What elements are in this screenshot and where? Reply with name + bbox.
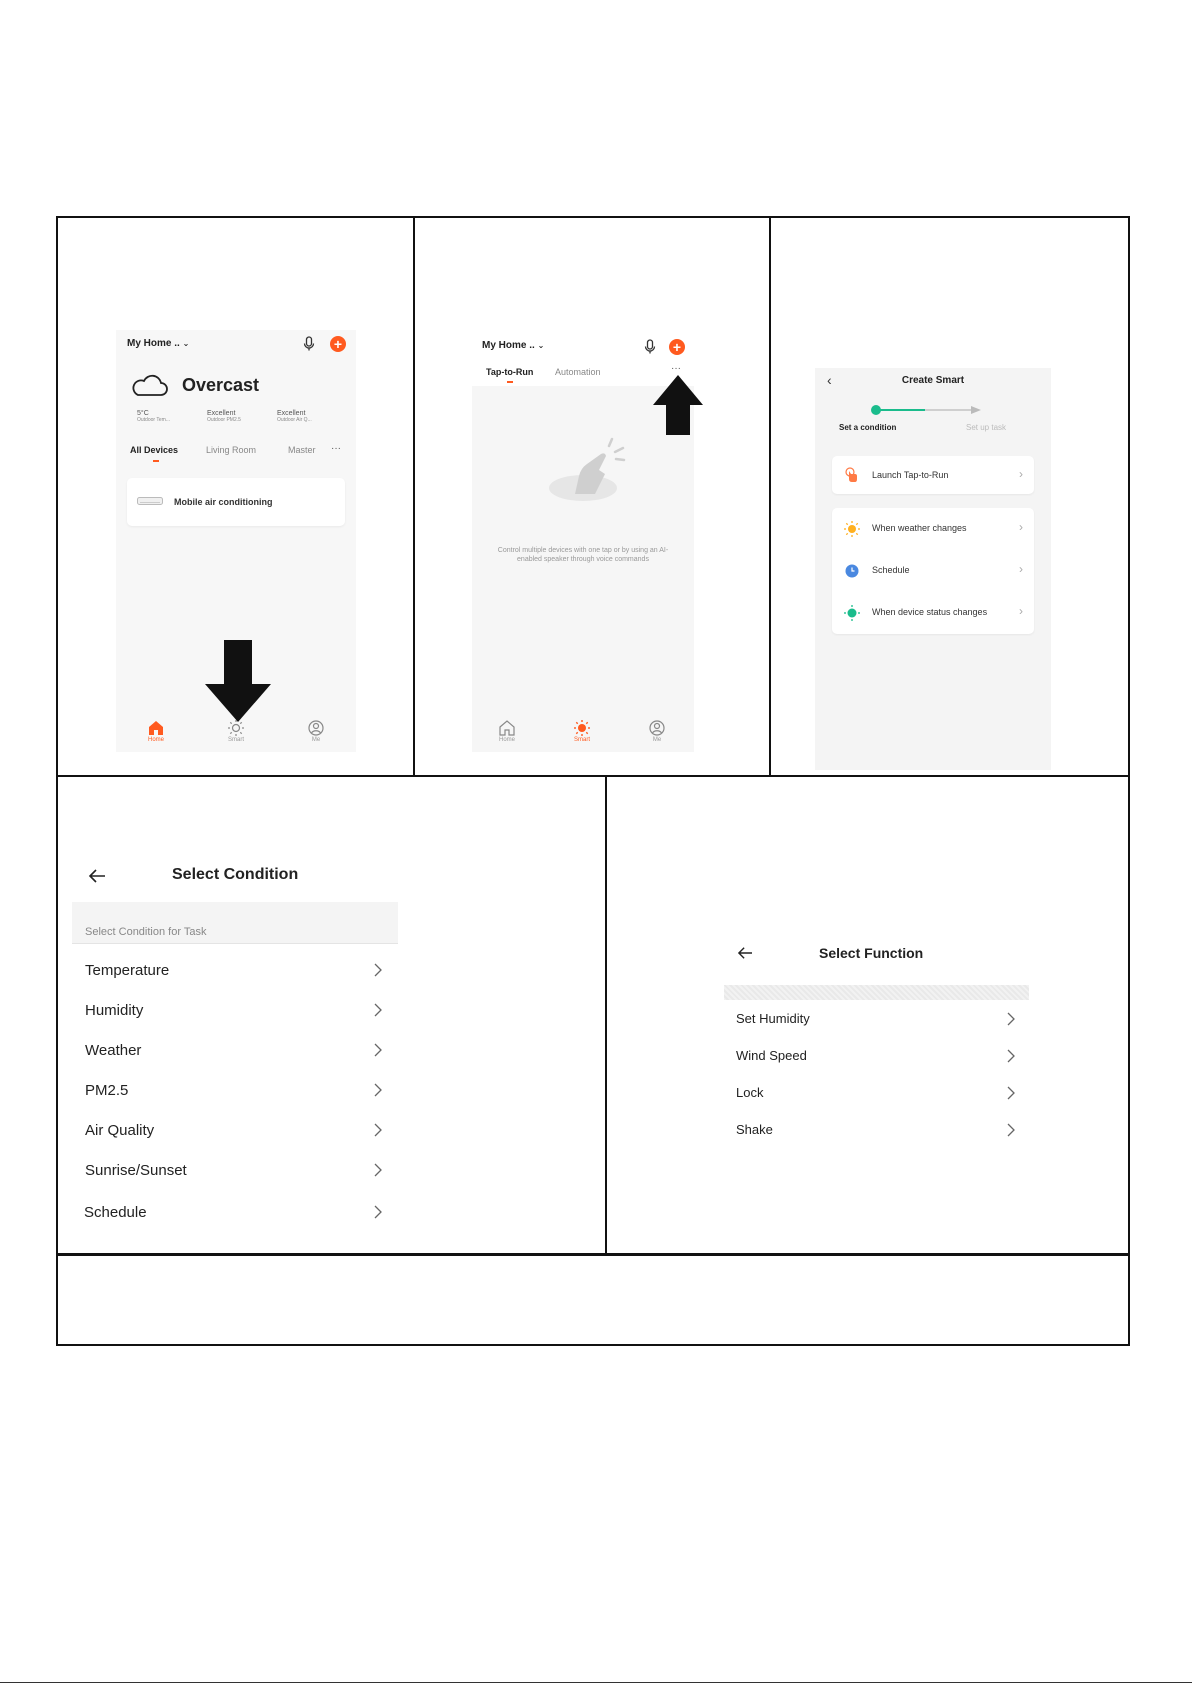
device-status-condition-label: When device status changes (872, 607, 988, 617)
list-item[interactable]: Wind Speed (724, 1039, 1029, 1075)
launch-tap-to-run-card[interactable] (832, 456, 1034, 494)
more-tabs-icon[interactable]: ··· (331, 443, 341, 454)
schedule-condition-row[interactable] (832, 550, 1034, 592)
conditions-card (832, 508, 1034, 634)
chevron-right-icon (1006, 1049, 1016, 1063)
air-conditioner-icon (137, 497, 163, 506)
chevron-right-icon (1006, 1123, 1016, 1137)
subtitle: Select Condition for Task (85, 926, 207, 938)
grid-bottom-border (56, 1344, 1130, 1346)
step-set-up-task: Set up task (966, 423, 1007, 432)
list-item[interactable]: Humidity (72, 992, 398, 1030)
nav-home-label: Home (498, 737, 515, 743)
home-label: My Home .. (482, 340, 535, 351)
tab-automation[interactable]: Automation (555, 367, 601, 377)
list-item[interactable]: Weather (72, 1032, 398, 1070)
list-item[interactable]: Shake (724, 1113, 1029, 1149)
microphone-icon[interactable] (643, 339, 657, 355)
back-icon[interactable]: ‹ (827, 372, 832, 388)
weather-stat: Excellent Outdoor PM2.5 (207, 410, 241, 423)
panel-create-smart-screen (815, 368, 1051, 770)
chevron-right-icon (373, 1083, 383, 1097)
page-title: Select Function (819, 945, 924, 961)
back-arrow-icon[interactable] (88, 868, 106, 884)
nav-smart-label: Smart (573, 737, 590, 743)
device-card[interactable] (127, 478, 345, 526)
grid-col-divider-1 (413, 216, 415, 776)
weather-condition-row[interactable] (832, 508, 1034, 550)
clock-icon (845, 564, 859, 578)
grid-col-divider-3 (605, 775, 607, 1255)
list-item[interactable]: Temperature (72, 952, 398, 990)
hand-tap-illustration (535, 436, 631, 504)
chevron-right-icon (1006, 1012, 1016, 1026)
nav-smart-label: Smart (227, 737, 244, 743)
weather-title: Overcast (182, 375, 260, 395)
home-selector[interactable] (482, 340, 544, 351)
stepper-arrowhead-icon (971, 405, 981, 415)
device-name: Mobile air conditioning (174, 497, 273, 507)
nav-me-label: Me (311, 737, 321, 743)
weather-stat: 5°C Outdoor Tem... (137, 410, 170, 423)
more-options-icon[interactable]: ··· (671, 363, 681, 374)
stepper-dot (871, 405, 881, 415)
smart-icon[interactable] (573, 719, 591, 737)
device-status-condition-row[interactable] (832, 592, 1034, 634)
page-title: Create Smart (901, 375, 965, 386)
home-icon[interactable] (498, 719, 516, 737)
home-selector[interactable] (127, 338, 189, 349)
chevron-right-icon: › (1019, 467, 1023, 481)
nav-home-label: Home (147, 737, 164, 743)
page-title: Select Condition (172, 866, 299, 883)
microphone-icon[interactable] (302, 336, 316, 352)
header-divider-bar (724, 985, 1029, 1000)
tab-living-room[interactable]: Living Room (206, 445, 257, 455)
list-item[interactable]: Lock (724, 1076, 1029, 1112)
step-set-condition: Set a condition (839, 423, 897, 432)
cloud-icon (129, 374, 169, 398)
chevron-right-icon (373, 1043, 383, 1057)
tab-active-indicator (507, 381, 513, 383)
weather-condition-label: When weather changes (872, 523, 967, 533)
chevron-right-icon (1006, 1086, 1016, 1100)
chevron-right-icon: › (1019, 562, 1023, 576)
stepper-progress (875, 409, 925, 411)
empty-state-area (472, 386, 694, 752)
sun-icon (844, 521, 860, 537)
empty-state-text: Control multiple devices with one tap or by using an AI-enabled speaker through voice commands (497, 547, 669, 563)
grid-right-border (1128, 216, 1130, 1345)
subtitle-bar (72, 902, 398, 944)
chevron-down-icon: ⌄ (182, 339, 190, 348)
hand-tap-icon (844, 467, 858, 483)
tab-master[interactable]: Master (288, 445, 316, 455)
chevron-right-icon (373, 1003, 383, 1017)
chevron-right-icon (373, 1205, 383, 1219)
list-item[interactable]: PM2.5 (72, 1072, 398, 1110)
profile-icon[interactable] (648, 719, 666, 737)
chevron-right-icon: › (1019, 520, 1023, 534)
home-label: My Home .. (127, 338, 180, 349)
launch-tap-to-run-label: Launch Tap-to-Run (872, 470, 949, 480)
panel-select-function-screen (724, 940, 1029, 1140)
add-scene-icon[interactable]: + (669, 339, 685, 355)
schedule-condition-label: Schedule (872, 565, 910, 575)
profile-icon[interactable] (307, 719, 325, 737)
chevron-right-icon: › (1019, 604, 1023, 618)
arrow-up-icon (653, 375, 703, 435)
grid-left-border (56, 216, 58, 1345)
page-footer-rule (0, 1682, 1192, 1683)
tab-active-indicator (153, 460, 159, 462)
tab-tap-to-run[interactable]: Tap-to-Run (486, 367, 534, 377)
list-item[interactable]: Schedule (72, 1194, 398, 1232)
tab-all-devices[interactable]: All Devices (130, 445, 179, 455)
bottom-nav (472, 715, 694, 749)
add-device-icon[interactable]: + (330, 336, 346, 352)
list-item[interactable]: Sunrise/Sunset (72, 1152, 398, 1190)
grid-top-border (56, 216, 1130, 218)
device-icon (844, 605, 860, 621)
panel-select-condition-screen (72, 858, 398, 1238)
arrow-down-icon (205, 640, 271, 722)
list-item[interactable]: Air Quality (72, 1112, 398, 1150)
weather-stat: Excellent Outdoor Air Q... (277, 410, 312, 423)
home-icon[interactable] (147, 719, 165, 737)
grid-row2-divider (56, 1253, 1130, 1256)
back-arrow-icon[interactable] (737, 946, 753, 960)
grid-col-divider-2 (769, 216, 771, 776)
chevron-right-icon (373, 1163, 383, 1177)
chevron-down-icon: ⌄ (537, 341, 545, 350)
list-item[interactable]: Set Humidity (724, 1002, 1029, 1038)
nav-me-label: Me (652, 737, 662, 743)
grid-row1-divider (56, 775, 1130, 777)
chevron-right-icon (373, 963, 383, 977)
chevron-right-icon (373, 1123, 383, 1137)
